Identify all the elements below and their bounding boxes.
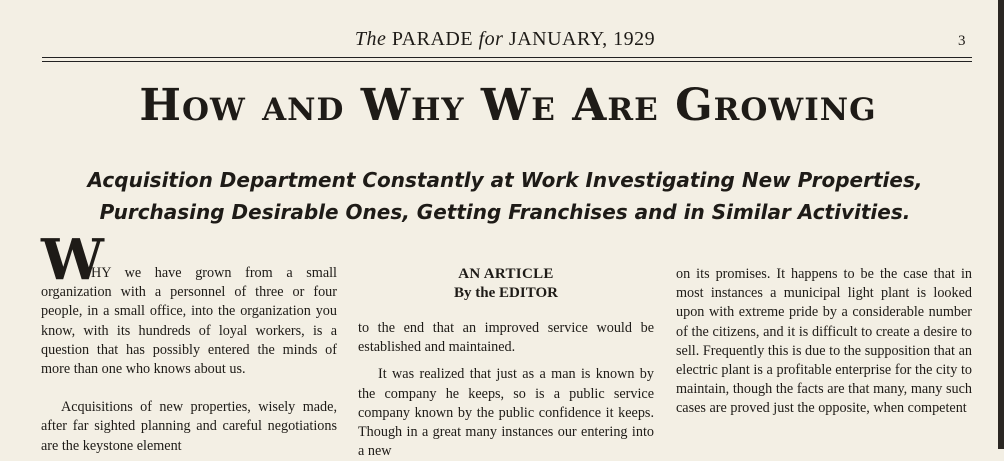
col2-paragraph-2: It was realized that just as a man is known by the company he keeps, so is a public service company known by the public confidence it keeps. Though in a great many instances our entering into a new <box>358 366 654 460</box>
header-rule-bottom <box>42 61 972 62</box>
drop-cap: W <box>41 227 104 293</box>
column-3 <box>676 265 972 419</box>
col2-paragraph-1: to the end that an improved service would be established and maintained. <box>358 320 654 356</box>
header-title: PARADE <box>391 28 474 50</box>
column-2 <box>358 265 654 461</box>
subhead-line-2: Purchasing Desirable Ones, Getting Franchises and in Similar Activities. <box>99 200 911 224</box>
headline <box>38 80 978 136</box>
article-byline: By the EDITOR <box>454 285 558 301</box>
header-rule-top <box>42 57 972 58</box>
header-issue: JANUARY, 1929 <box>508 28 656 50</box>
article-section-title: AN ARTICLE <box>458 266 554 282</box>
page-edge <box>998 0 1004 449</box>
col3-paragraph-1: on its promises. It happens to be the case that in most instances a municipal light plant is looked upon with extreme pride by a considerable number of the citizens, and it is difficult to create a desire to sell. Frequently this is due to the supposition that an electric plant is a profitable enterprise for the city to maintain, though the facts are that many, many such cases are proved just the opposite, when competent <box>676 266 972 417</box>
running-header <box>40 28 970 54</box>
page-number: 3 <box>958 33 966 49</box>
header-prefix: The <box>354 28 387 50</box>
subhead-line-1: Acquisition Department Constantly at Work Investigating New Properties, <box>87 168 923 192</box>
col1-paragraph-2: Acquisitions of new properties, wisely made, after far sighted planning and careful negotiations are the keystone element <box>41 399 337 454</box>
header-middle: for <box>478 28 504 50</box>
headline-text: How and Why We Are Growing <box>139 80 877 131</box>
column-1 <box>41 264 337 456</box>
col1-paragraph-1: HY we have grown from a small organization with a personnel of three or four people, in a small office, into the organization you know, with its hundreds of loyal workers, is a question that has possibly entered the minds of more than one who knows about us. <box>41 265 337 378</box>
